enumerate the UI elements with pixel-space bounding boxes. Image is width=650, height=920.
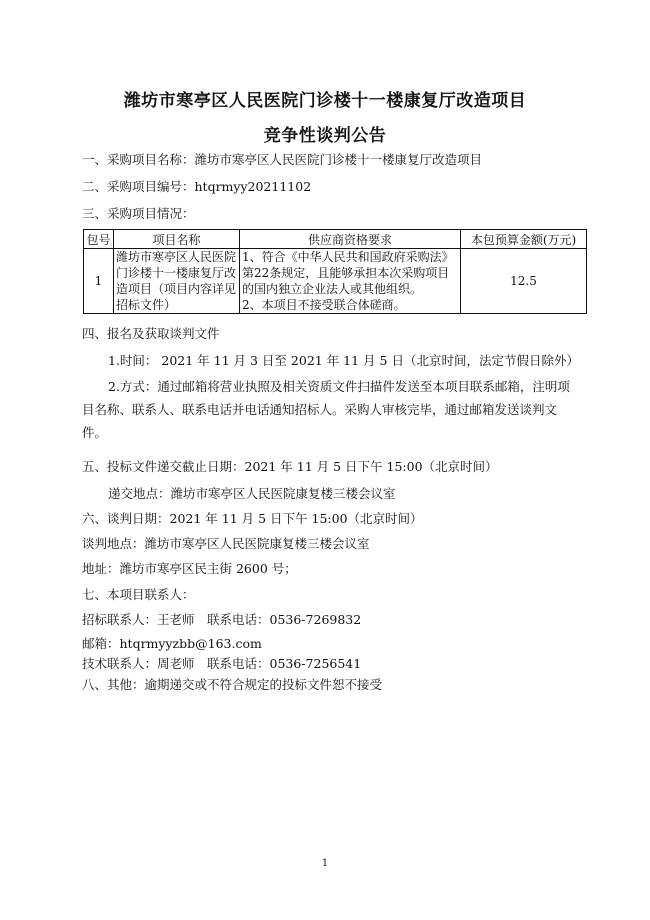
technical-contact: 技术联系人：周老师 联系电话：0536-7256541 (82, 656, 362, 671)
table-header-row (84, 230, 587, 249)
table-header-supplier-requirements: 供应商资格要求 (240, 230, 461, 249)
registration-time: 1.时间： 2021 年 11 月 3 日至 2021 年 11 月 5 日（北京时间，法定节假日除外） (108, 353, 579, 368)
negotiation-location: 谈判地点：潍坊市寒亭区人民医院康复楼三楼会议室 (82, 536, 370, 551)
submission-location: 递交地点：潍坊市寒亭区人民医院康复楼三楼会议室 (108, 486, 396, 501)
section-4-registration: 四、报名及获取谈判文件 (82, 326, 220, 341)
supplier-requirements-cell (240, 249, 461, 314)
bidding-contact: 招标联系人：王老师 联系电话：0536-7269832 (82, 612, 362, 627)
table-header-budget: 本包预算金额(万元) (461, 230, 587, 249)
table-row (84, 249, 587, 314)
section-1-project-name: 一、采购项目名称：潍坊市寒亭区人民医院门诊楼十一楼康复厅改造项目 (82, 152, 483, 167)
requirement-2: 2、本项目不接受联合体磋商。 (242, 298, 406, 312)
requirement-1: 1、符合《中华人民共和国政府采购法》第22条规定，且能够承担本次采购项目的国内独立企业法人或其他组织。 (242, 250, 454, 296)
project-table (83, 229, 587, 314)
contact-email: 邮箱：htqrmyyzbb@163.com (82, 636, 262, 651)
page-number: 1 (321, 858, 329, 869)
registration-method: 2.方式：通过邮箱将营业执照及相关资质文件扫描件发送至本项目联系邮箱，注明项目名称、联系人、联系电话并电话通知招标人。采购人审核完毕，通过邮箱发送谈判文件。 (82, 379, 570, 440)
budget-cell: 12.5 (461, 249, 587, 314)
document-subtitle: 竞争性谈判公告 (263, 126, 387, 146)
section-7-contacts: 七、本项目联系人： (82, 587, 195, 602)
section-5-submission-deadline: 五、投标文件递交截止日期：2021 年 11 月 5 日下午 15:00（北京时间） (82, 459, 498, 474)
table-header-project-name: 项目名称 (114, 230, 240, 249)
section-6-negotiation-date: 六、谈判日期：2021 年 11 月 5 日下午 15:00（北京时间） (82, 511, 423, 526)
section-2-project-number: 二、采购项目编号：htqrmyy20211102 (82, 179, 312, 194)
project-name-cell: 潍坊市寒亭区人民医院门诊楼十一楼康复厅改造项目（项目内容详见招标文件） (114, 249, 240, 314)
table-header-package-number: 包号 (84, 230, 114, 249)
document-title: 潍坊市寒亭区人民医院门诊楼十一楼康复厅改造项目 (123, 91, 527, 111)
section-3-project-info: 三、采购项目情况： (82, 206, 195, 221)
address: 地址：潍坊市寒亭区民主街 2600 号； (82, 561, 297, 576)
section-8-other: 八、其他：逾期递交或不符合规定的投标文件恕不接受 (82, 677, 383, 692)
package-number-cell: 1 (84, 249, 114, 314)
